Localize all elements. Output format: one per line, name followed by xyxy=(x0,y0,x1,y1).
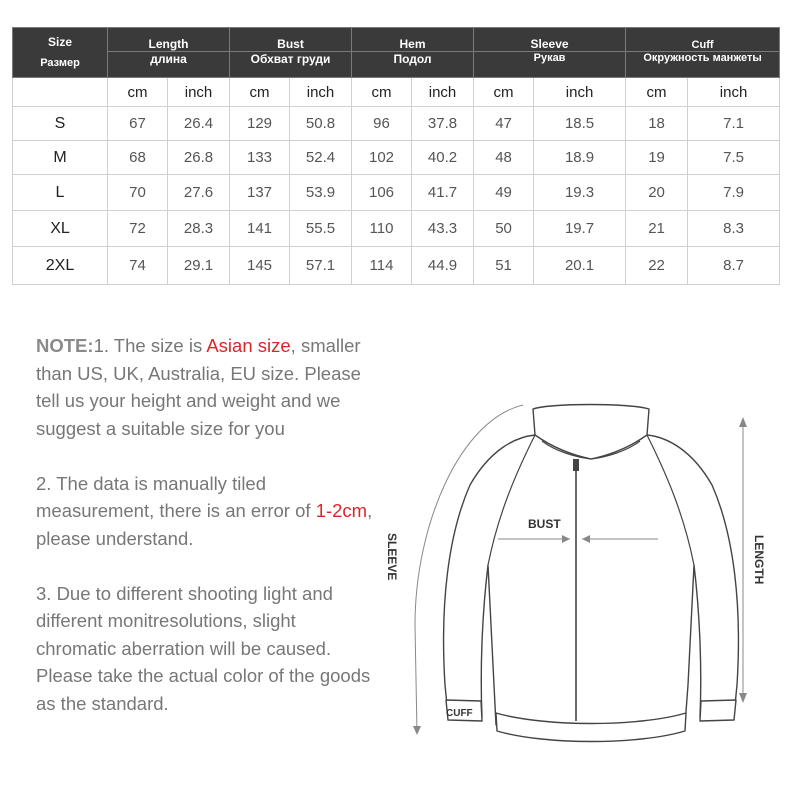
table-cell: 19 xyxy=(626,141,688,175)
table-row xyxy=(13,247,780,285)
cuff-label: CUFF xyxy=(446,708,473,719)
note-1-highlight: Asian size xyxy=(206,335,291,356)
table-cell: 110 xyxy=(352,211,412,247)
note-1-suffix: , smaller than US, UK, Australia, EU size. Please tell us your height and weight and we suggest a suitable size for you xyxy=(36,335,361,439)
table-cell: 57.1 xyxy=(290,247,352,285)
table-cell: 37.8 xyxy=(412,107,474,141)
table-cell: 20 xyxy=(626,175,688,211)
table-row xyxy=(13,211,780,247)
length-header: Length xyxy=(108,28,230,52)
note-1 xyxy=(36,332,376,442)
table-cell: 129 xyxy=(230,107,290,141)
table-cell: 29.1 xyxy=(168,247,230,285)
table-cell: 19.7 xyxy=(534,211,626,247)
table-cell: 74 xyxy=(108,247,168,285)
note-3: 3. Due to different shooting light and different monitresolutions, slight chromatic aberration will be caused. Please take the actual color of the goods as the standard. xyxy=(36,582,371,714)
unit-row xyxy=(13,78,780,107)
table-cell: 141 xyxy=(230,211,290,247)
bust-header: Bust xyxy=(230,28,352,52)
table-cell: 8.7 xyxy=(688,247,780,285)
notes-section xyxy=(36,332,376,717)
table-cell: 41.7 xyxy=(412,175,474,211)
unit-cell: cm xyxy=(352,78,412,107)
length-header-ru: длина xyxy=(108,52,230,78)
table-cell: 18 xyxy=(626,107,688,141)
table-row xyxy=(13,175,780,211)
table-cell: 22 xyxy=(626,247,688,285)
table-cell: 50.8 xyxy=(290,107,352,141)
table-cell: 55.5 xyxy=(290,211,352,247)
table-cell: 21 xyxy=(626,211,688,247)
table-cell: 50 xyxy=(474,211,534,247)
unit-cell: cm xyxy=(230,78,290,107)
size-header-en: Size xyxy=(47,34,72,49)
table-cell: 40.2 xyxy=(412,141,474,175)
table-cell: 20.1 xyxy=(534,247,626,285)
jacket-body-outline xyxy=(444,435,739,736)
table-cell: 7.5 xyxy=(688,141,780,175)
table-cell: 102 xyxy=(352,141,412,175)
table-cell: 106 xyxy=(352,175,412,211)
table-cell: 26.4 xyxy=(168,107,230,141)
table-cell: 18.5 xyxy=(534,107,626,141)
table-row xyxy=(13,107,780,141)
size-header-ru: Размер xyxy=(40,56,80,69)
size-header-cell xyxy=(13,28,108,78)
table-cell: 114 xyxy=(352,247,412,285)
note-label: NOTE: xyxy=(36,335,94,356)
table-cell: 7.1 xyxy=(688,107,780,141)
sleeve-header: Sleeve xyxy=(474,28,626,52)
table-cell: 70 xyxy=(108,175,168,211)
unit-cell: cm xyxy=(108,78,168,107)
note-2-suffix: , please understand. xyxy=(36,500,373,549)
jacket-measurement-diagram xyxy=(370,395,780,755)
jacket-right-cuff xyxy=(700,700,736,721)
table-cell: 19.3 xyxy=(534,175,626,211)
cuff-header-ru: Окружность манжеты xyxy=(626,52,780,78)
table-cell: 7.9 xyxy=(688,175,780,211)
table-cell: 18.9 xyxy=(534,141,626,175)
note-1-prefix: 1. The size is xyxy=(93,335,207,356)
note-2-prefix: 2. The data is manually tiled measurement, there is an error of xyxy=(36,472,316,521)
hem-header: Hem xyxy=(352,28,474,52)
size-label: 2XL xyxy=(13,247,108,285)
note-2 xyxy=(36,470,376,553)
cuff-header: Cuff xyxy=(626,28,780,52)
table-cell: 44.9 xyxy=(412,247,474,285)
table-cell: 8.3 xyxy=(688,211,780,247)
unit-cell: inch xyxy=(168,78,230,107)
note-2-highlight: 1-2cm xyxy=(315,500,368,521)
table-cell: 68 xyxy=(108,141,168,175)
sleeve-header-ru: Рукав xyxy=(474,52,626,78)
table-cell: 133 xyxy=(230,141,290,175)
bust-header-ru: Обхват груди xyxy=(230,52,352,78)
unit-cell: inch xyxy=(688,78,780,107)
table-cell: 51 xyxy=(474,247,534,285)
size-label: L xyxy=(13,175,108,211)
bust-label: BUST xyxy=(528,517,561,531)
table-cell: 52.4 xyxy=(290,141,352,175)
size-label: M xyxy=(13,141,108,175)
table-cell: 67 xyxy=(108,107,168,141)
table-cell: 96 xyxy=(352,107,412,141)
table-cell: 47 xyxy=(474,107,534,141)
table-cell: 43.3 xyxy=(412,211,474,247)
table-cell: 49 xyxy=(474,175,534,211)
table-cell: 53.9 xyxy=(290,175,352,211)
unit-cell: inch xyxy=(534,78,626,107)
size-label: S xyxy=(13,107,108,141)
hem-header-ru: Подол xyxy=(352,52,474,78)
table-cell: 137 xyxy=(230,175,290,211)
table-cell: 72 xyxy=(108,211,168,247)
unit-cell: cm xyxy=(474,78,534,107)
unit-cell: inch xyxy=(412,78,474,107)
unit-blank-cell xyxy=(13,78,108,107)
table-cell: 145 xyxy=(230,247,290,285)
unit-cell: inch xyxy=(290,78,352,107)
table-cell: 27.6 xyxy=(168,175,230,211)
header-row-russian xyxy=(13,52,780,78)
unit-cell: cm xyxy=(626,78,688,107)
table-cell: 48 xyxy=(474,141,534,175)
length-label: LENGTH xyxy=(752,535,766,585)
header-row-english xyxy=(13,28,780,52)
sleeve-label: SLEEVE xyxy=(385,533,399,581)
table-row xyxy=(13,141,780,175)
size-label: XL xyxy=(13,211,108,247)
table-cell: 28.3 xyxy=(168,211,230,247)
size-chart-table xyxy=(12,27,780,285)
table-cell: 26.8 xyxy=(168,141,230,175)
